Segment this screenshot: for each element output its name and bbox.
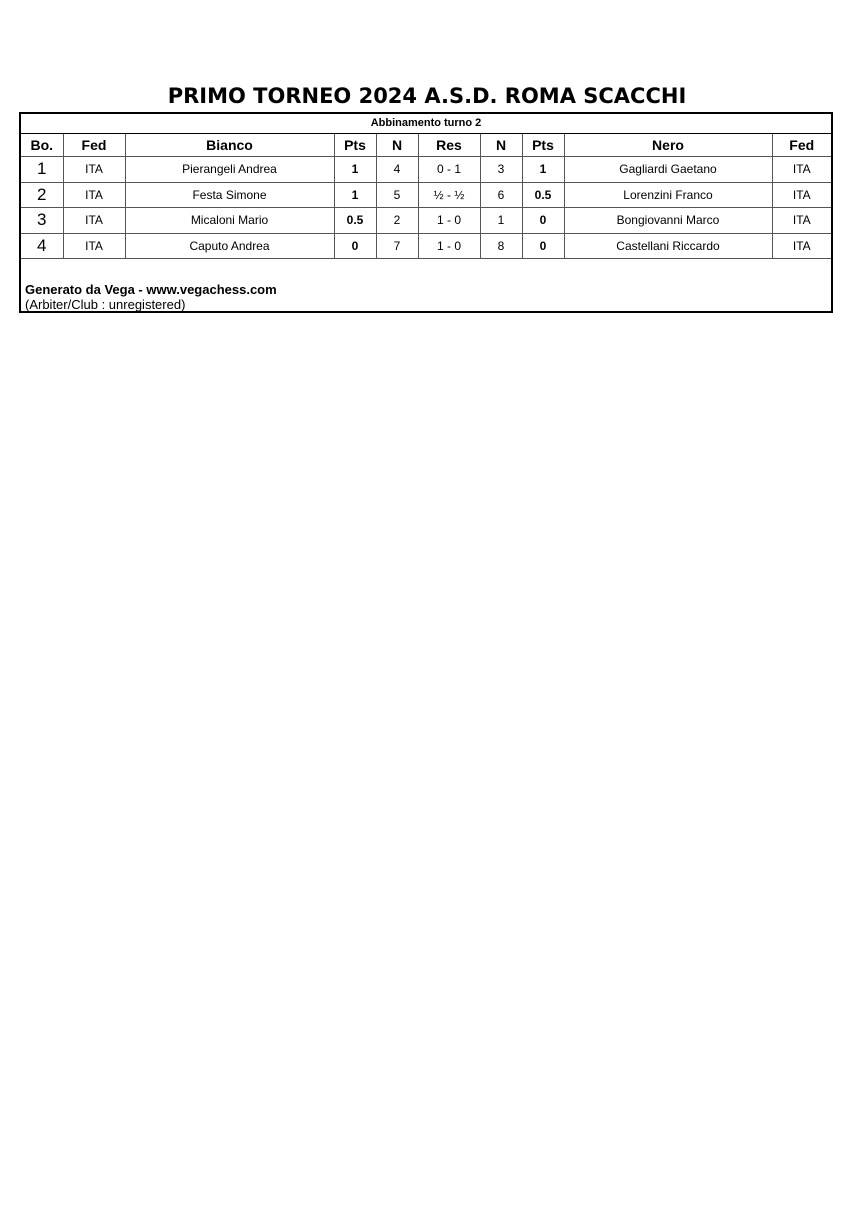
board-number: 2 [21, 182, 63, 208]
white-number: 7 [376, 233, 418, 259]
col-header-black: Nero [564, 134, 772, 157]
result: 1 - 0 [418, 233, 480, 259]
col-header-white-fed: Fed [63, 134, 125, 157]
black-points: 0 [522, 208, 564, 234]
white-points: 0.5 [334, 208, 376, 234]
table-row [21, 208, 831, 234]
col-header-black-fed: Fed [772, 134, 831, 157]
black-points: 1 [522, 157, 564, 183]
col-header-white-pts: Pts [334, 134, 376, 157]
col-header-black-pts: Pts [522, 134, 564, 157]
table-row [21, 157, 831, 183]
black-number: 3 [480, 157, 522, 183]
result: 1 - 0 [418, 208, 480, 234]
white-player: Micaloni Mario [125, 208, 334, 234]
white-player: Pierangeli Andrea [125, 157, 334, 183]
col-header-board: Bo. [21, 134, 63, 157]
black-points: 0.5 [522, 182, 564, 208]
col-header-result: Res [418, 134, 480, 157]
pairings-panel [19, 112, 833, 313]
white-fed: ITA [63, 208, 125, 234]
white-points: 0 [334, 233, 376, 259]
col-header-black-n: N [480, 134, 522, 157]
black-fed: ITA [772, 182, 831, 208]
result: ½ - ½ [418, 182, 480, 208]
black-fed: ITA [772, 157, 831, 183]
black-number: 6 [480, 182, 522, 208]
black-points: 0 [522, 233, 564, 259]
black-fed: ITA [772, 208, 831, 234]
generated-by-text: Generato da Vega - www.vegachess.com [25, 282, 277, 297]
white-points: 1 [334, 182, 376, 208]
result: 0 - 1 [418, 157, 480, 183]
table-row [21, 233, 831, 259]
white-fed: ITA [63, 157, 125, 183]
white-player: Caputo Andrea [125, 233, 334, 259]
header-row [21, 134, 831, 157]
round-subtitle: Abbinamento turno 2 [21, 114, 831, 134]
col-header-white-n: N [376, 134, 418, 157]
white-fed: ITA [63, 233, 125, 259]
black-number: 1 [480, 208, 522, 234]
table-row [21, 182, 831, 208]
arbiter-text: (Arbiter/Club : unregistered) [25, 297, 186, 312]
white-points: 1 [334, 157, 376, 183]
pairings-table [21, 134, 831, 259]
black-player: Bongiovanni Marco [564, 208, 772, 234]
white-fed: ITA [63, 182, 125, 208]
black-player: Lorenzini Franco [564, 182, 772, 208]
board-number: 1 [21, 157, 63, 183]
white-number: 2 [376, 208, 418, 234]
black-number: 8 [480, 233, 522, 259]
page-title: PRIMO TORNEO 2024 A.S.D. ROMA SCACCHI [167, 84, 687, 108]
board-number: 3 [21, 208, 63, 234]
white-number: 4 [376, 157, 418, 183]
black-player: Gagliardi Gaetano [564, 157, 772, 183]
footer [25, 282, 277, 312]
white-number: 5 [376, 182, 418, 208]
black-fed: ITA [772, 233, 831, 259]
black-player: Castellani Riccardo [564, 233, 772, 259]
white-player: Festa Simone [125, 182, 334, 208]
board-number: 4 [21, 233, 63, 259]
col-header-white: Bianco [125, 134, 334, 157]
